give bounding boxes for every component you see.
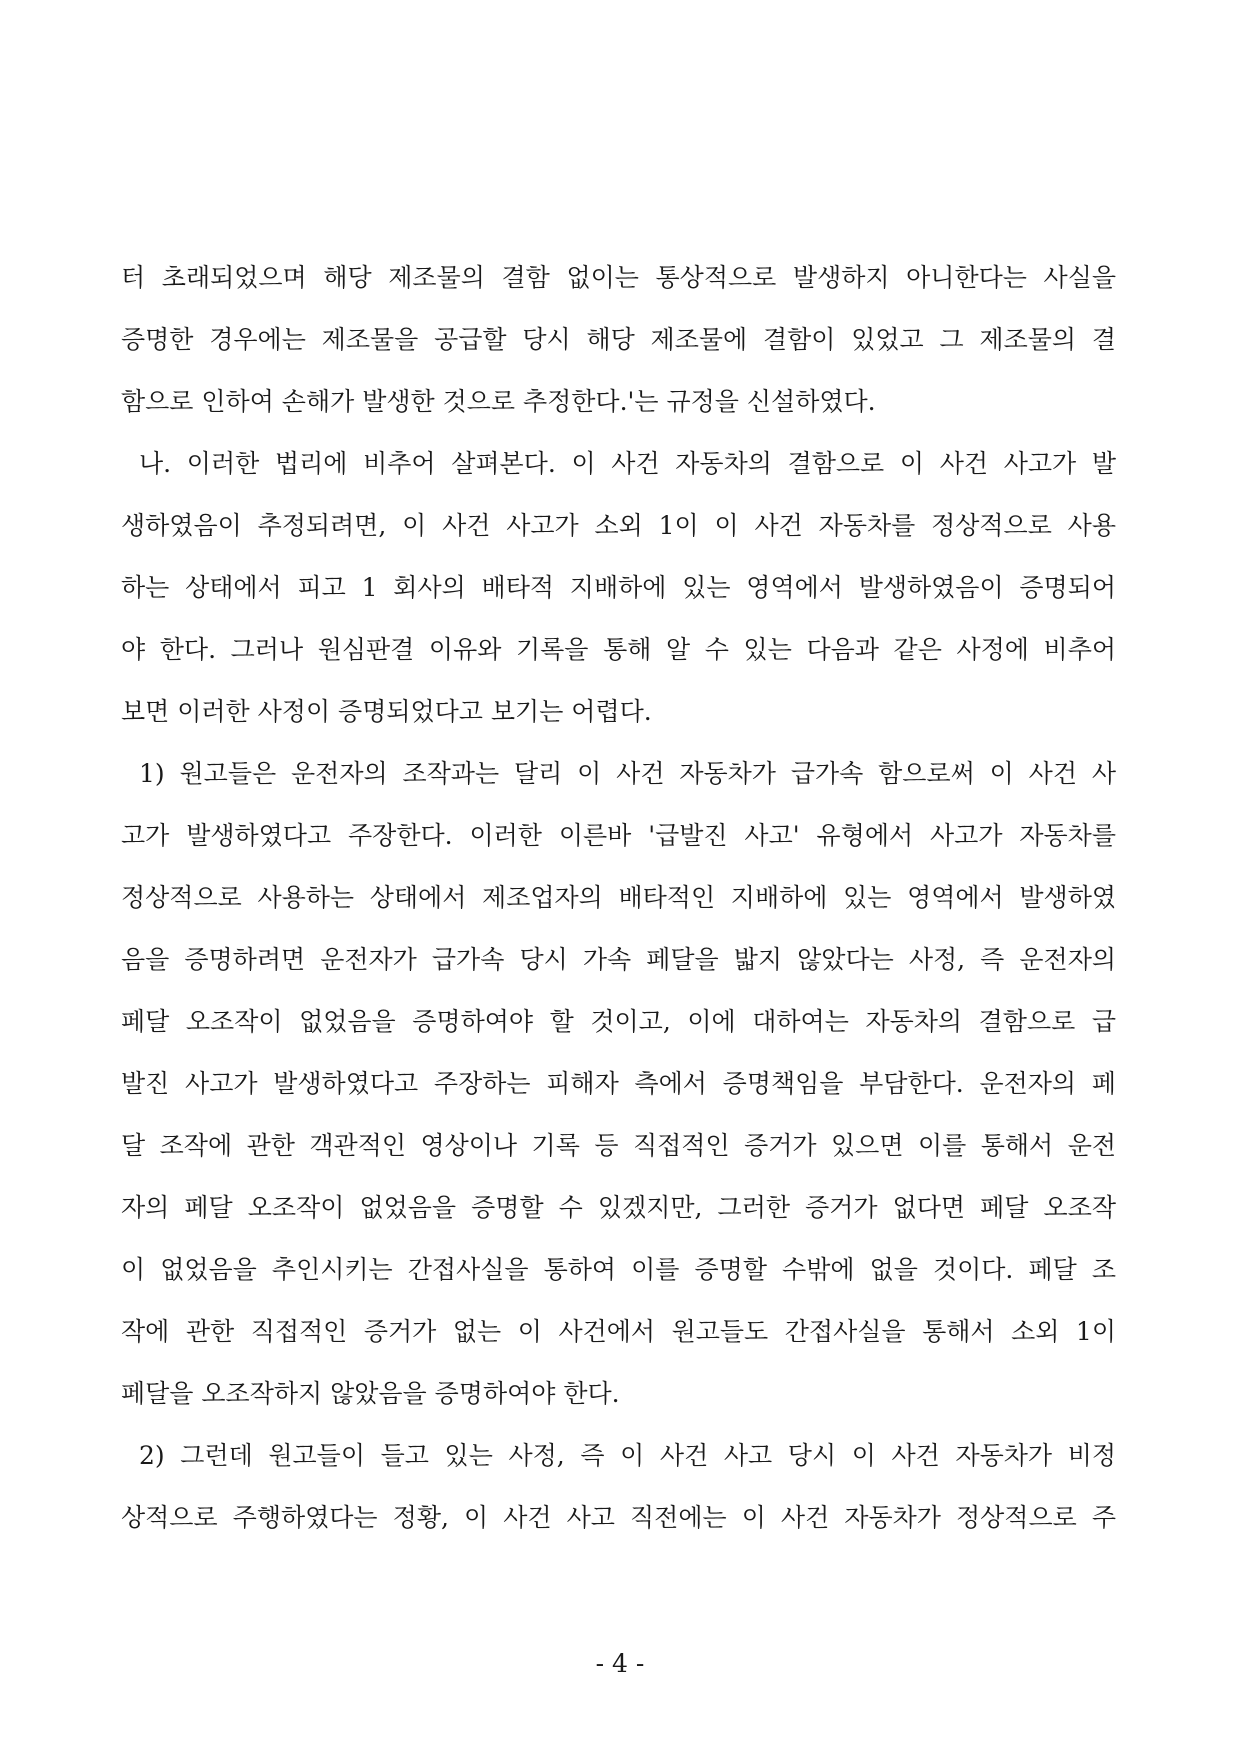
text-line: 하는 상태에서 피고 1 회사의 배타적 지배하에 있는 영역에서 발생하였음이 증명되어 bbox=[121, 573, 1116, 602]
text-line: 나. 이러한 법리에 비추어 살펴본다. 이 사건 자동차의 결함으로 이 사건 사고가 발 bbox=[139, 449, 1116, 478]
text-line: 작에 관한 직접적인 증거가 없는 이 사건에서 원고들도 간접사실을 통해서 소외 1이 bbox=[121, 1317, 1116, 1346]
text-line: 달 조작에 관한 객관적인 영상이나 기록 등 직접적인 증거가 있으면 이를 통해서 운전 bbox=[121, 1131, 1116, 1160]
text-line: 증명한 경우에는 제조물을 공급할 당시 해당 제조물에 결함이 있었고 그 제조물의 결 bbox=[121, 325, 1116, 354]
text-line: 1) 원고들은 운전자의 조작과는 달리 이 사건 자동차가 급가속 함으로써 이 사건 사 bbox=[139, 759, 1116, 788]
text-line: 페달 오조작이 없었음을 증명하여야 할 것이고, 이에 대하여는 자동차의 결함으로 급 bbox=[121, 1007, 1116, 1036]
text-line: 발진 사고가 발생하였다고 주장하는 피해자 측에서 증명책임을 부담한다. 운전자의 페 bbox=[121, 1069, 1116, 1098]
text-line: 자의 페달 오조작이 없었음을 증명할 수 있겠지만, 그러한 증거가 없다면 페달 오조작 bbox=[121, 1193, 1116, 1222]
text-line: 2) 그런데 원고들이 들고 있는 사정, 즉 이 사건 사고 당시 이 사건 자동차가 비정 bbox=[139, 1441, 1116, 1470]
text-line: 이 없었음을 추인시키는 간접사실을 통하여 이를 증명할 수밖에 없을 것이다. 페달 조 bbox=[121, 1255, 1116, 1284]
page-number: - 4 - bbox=[595, 1649, 645, 1678]
text-line: 상적으로 주행하였다는 정황, 이 사건 사고 직전에는 이 사건 자동차가 정상적으로 주 bbox=[121, 1503, 1116, 1532]
text-line: 고가 발생하였다고 주장한다. 이러한 이른바 '급발진 사고' 유형에서 사고가 자동차를 bbox=[121, 821, 1116, 850]
text-line: 생하였음이 추정되려면, 이 사건 사고가 소외 1이 이 사건 자동차를 정상적으로 사용 bbox=[121, 511, 1116, 540]
text-line: 음을 증명하려면 운전자가 급가속 당시 가속 페달을 밟지 않았다는 사정, 즉 운전자의 bbox=[121, 945, 1116, 974]
text-line: 함으로 인하여 손해가 발생한 것으로 추정한다.'는 규정을 신설하였다. bbox=[121, 387, 876, 416]
text-line: 야 한다. 그러나 원심판결 이유와 기록을 통해 알 수 있는 다음과 같은 사정에 비추어 bbox=[121, 635, 1116, 664]
text-line: 보면 이러한 사정이 증명되었다고 보기는 어렵다. bbox=[121, 697, 652, 726]
text-line: 페달을 오조작하지 않았음을 증명하여야 한다. bbox=[121, 1379, 620, 1408]
text-line: 정상적으로 사용하는 상태에서 제조업자의 배타적인 지배하에 있는 영역에서 발생하였 bbox=[121, 883, 1116, 912]
text-line: 터 초래되었으며 해당 제조물의 결함 없이는 통상적으로 발생하지 아니한다는 사실을 bbox=[121, 263, 1116, 292]
